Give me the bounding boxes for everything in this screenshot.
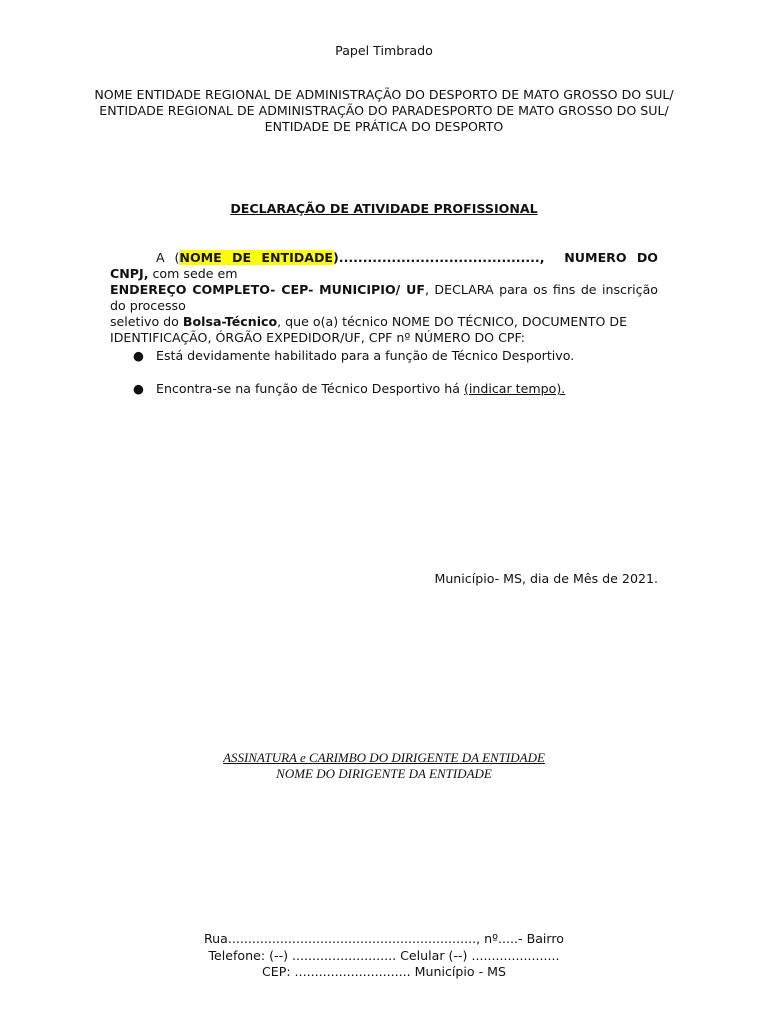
- paragraph-line: [110, 282, 658, 314]
- signature-line: [0, 750, 768, 766]
- bullet-text: Está devidamente habilitado para a função de Técnico Desportivo.: [156, 348, 575, 363]
- document-title-wrap: [0, 201, 768, 216]
- paragraph-line: [110, 250, 658, 282]
- letterhead-label: Papel Timbrado: [335, 43, 433, 58]
- program-name: Bolsa-Técnico: [182, 314, 278, 329]
- paragraph-text: )..........................................,: [333, 250, 545, 265]
- paragraph-text: , que o(a) técnico NOME DO TÉCNICO, DOCUMENTO DE: [277, 314, 628, 329]
- declaration-paragraph: [110, 250, 658, 346]
- signature-block: [0, 750, 768, 782]
- paragraph-line: [110, 314, 658, 330]
- bullet-icon: ●: [133, 348, 144, 363]
- bullet-item: [133, 381, 653, 397]
- document-title: DECLARAÇÃO DE ATIVIDADE PROFISSIONAL: [230, 201, 538, 216]
- footer-address: [0, 931, 768, 981]
- entity-header-line: NOME ENTIDADE REGIONAL DE ADMINISTRAÇÃO DO DESPORTO DE MATO GROSSO DO SUL/: [94, 87, 674, 102]
- bullet-icon: ●: [133, 381, 144, 396]
- time-placeholder: (indicar tempo).: [463, 381, 566, 396]
- paragraph-text: com sede em: [152, 266, 238, 281]
- footer-street: Rua.............................................................., nº.....- Bairro: [204, 931, 564, 946]
- entity-header-line: ENTIDADE REGIONAL DE ADMINISTRAÇÃO DO PARADESPORTO DE MATO GROSSO DO SUL/: [99, 103, 669, 118]
- cnpj-placeholder: NUMERO DO CNPJ,: [110, 250, 658, 281]
- bullet-item: [133, 348, 653, 364]
- signature-label: ASSINATURA e CARIMBO DO DIRIGENTE DA ENTIDADE: [223, 750, 545, 765]
- entity-header-line: ENTIDADE DE PRÁTICA DO DESPORTO: [264, 119, 504, 134]
- signer-name: NOME DO DIRIGENTE DA ENTIDADE: [276, 766, 492, 781]
- footer-phones: Telefone: (--) .......................... Celular (--) ......................: [208, 947, 560, 963]
- paragraph-text: seletivo do: [110, 314, 179, 329]
- bullet-text: Encontra-se na função de Técnico Desportivo há: [156, 381, 460, 396]
- paragraph-text: A (: [156, 250, 180, 265]
- entity-header: [0, 87, 768, 135]
- footer-cep: CEP: ............................. Município - MS: [261, 964, 507, 979]
- date-line: Município- MS, dia de Mês de 2021.: [434, 571, 658, 586]
- entity-name-placeholder: NOME DE ENTIDADE: [179, 250, 334, 265]
- paragraph-line: IDENTIFICAÇÃO, ÓRGÃO EXPEDIDOR/UF, CPF nº NÚMERO DO CPF:: [110, 330, 525, 345]
- paragraph-text: , DECLARA para os fins de inscrição do processo: [110, 282, 659, 313]
- address-placeholder: ENDEREÇO COMPLETO- CEP- MUNICIPIO/ UF: [110, 282, 425, 297]
